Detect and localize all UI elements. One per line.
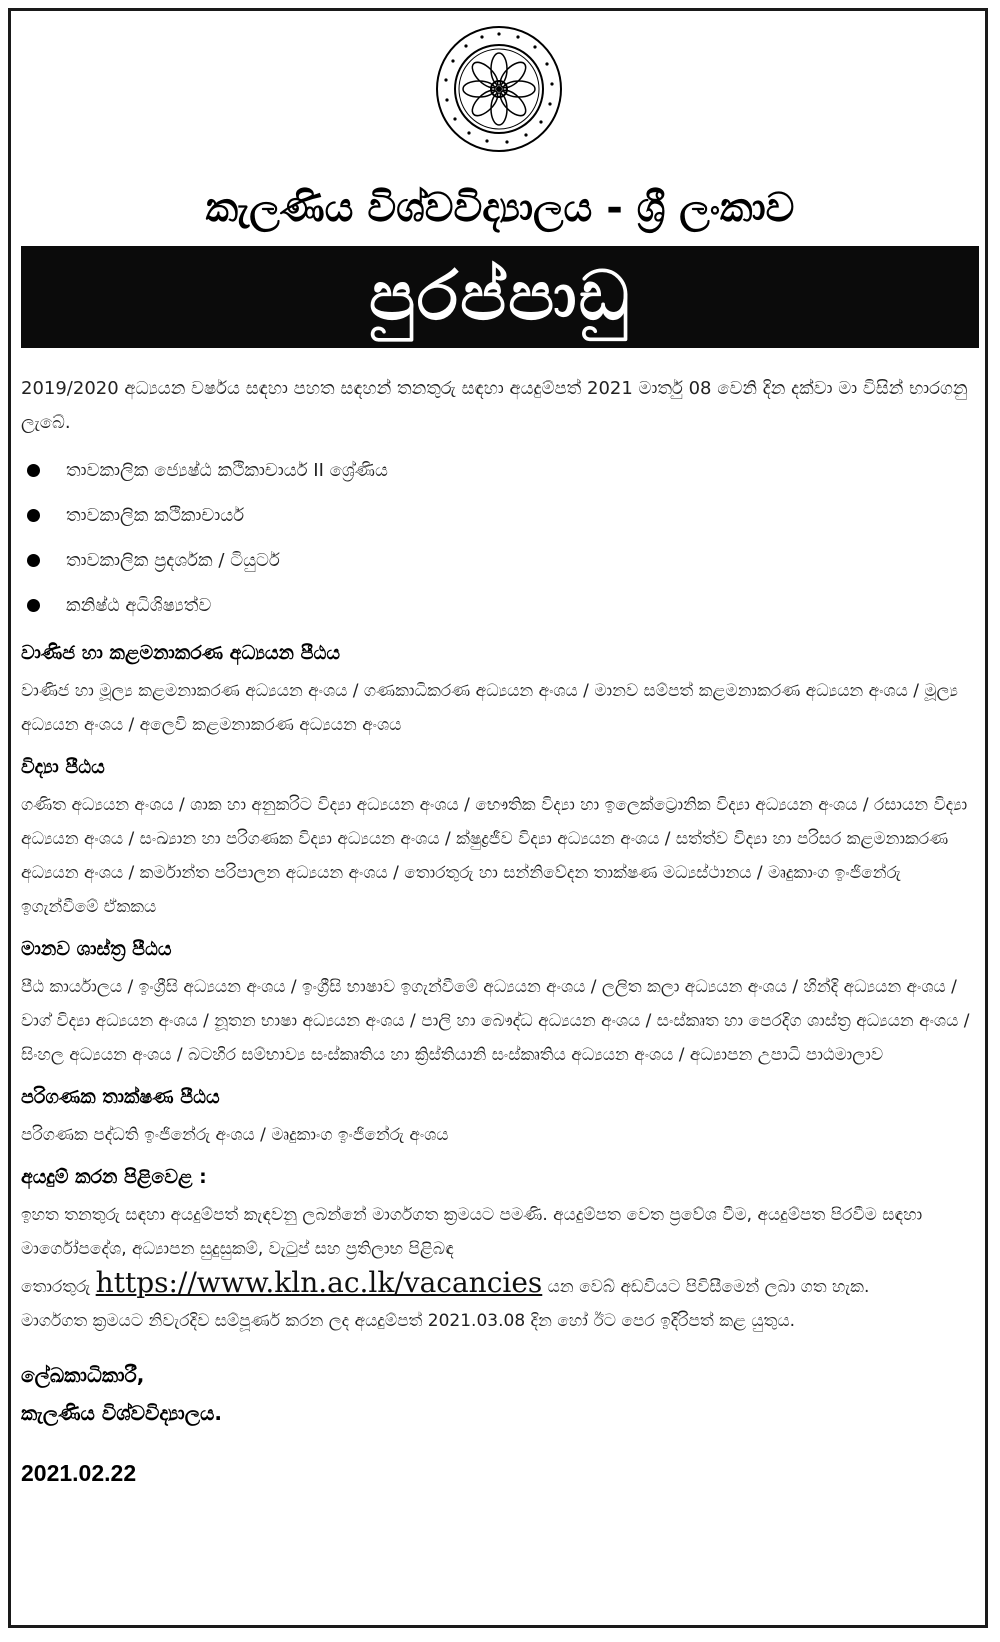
bullet-icon: [27, 599, 40, 612]
vacancies-link[interactable]: https://www.kln.ac.lk/vacancies: [95, 1266, 543, 1299]
faculty-heading-commerce: වාණිජ හා කළමනාකරණ අධ්‍යයන පීඨය: [21, 642, 340, 664]
list-item: තාවකාලික ජ්‍යෙෂ්ඨ කථිකාචාර්ය II ශ්‍රේණිය: [21, 448, 979, 493]
notice-date: 2021.02.22: [21, 1460, 137, 1486]
banner-title: පුරප්පාඩු: [369, 257, 631, 336]
signatory-organization: කැලණිය විශ්වවිද්‍යාලය.: [21, 1401, 222, 1425]
faculty-heading-humanities: මානව ශාස්ත්‍ර පීඨය: [21, 938, 172, 960]
signatory-title: ලේඛකාධිකාරී,: [21, 1363, 145, 1387]
application-paragraph-1: ඉහත තනතුරු සඳහා අයදුම්පත් කැඳවනු ලබන්නේ මාර්ගගත ක්‍රමයට පමණි. අයදුම්පත වෙත ප්‍රවේශ වීම, අයදුම්පත පිරවීම සඳහා මාර්ගෝපදේශ, අධ්‍යාපන සුදුසුකම්, වැටුප් සහ ප්‍රතිලාභ පිළිබඳ තොරතුරු https://www.kln.ac.lk/vacancies යන වෙබ් අඩවියට පිවිසීමෙන් ලබා ගත හැක.: [21, 1205, 923, 1299]
bullet-icon: [27, 509, 40, 522]
list-item: තාවකාලික කථිකාචාර්ය: [21, 493, 979, 538]
application-paragraph-2: මාර්ගගත ක්‍රමයට නිවැරදිව සම්පූර්ණ කරන ලද අයදුම්පත් 2021.03.08 දින හෝ ඊට පෙර ඉදිරිපත් කළ යුතුය.: [21, 1311, 796, 1331]
list-item: තාවකාලික ප්‍රදර්ශක / ටියුටර්: [21, 538, 979, 583]
faculty-heading-science: විද්‍යා පීඨය: [21, 756, 105, 778]
faculty-departments-computing: පරිගණක පද්ධති ඉංජිනේරු අංශය / මෘදුකාංග ඉංජිනේරු අංශය: [21, 1125, 449, 1145]
application-heading: අයදුම් කරන පිළිවෙළ :: [21, 1166, 207, 1188]
university-seal-icon: [434, 24, 564, 154]
vacancies-banner: [21, 246, 979, 348]
faculty-departments-commerce: වාණිජ හා මූල්‍ය කළමනාකරණ අධ්‍යයන අංශය / ගණකාධිකරණ අධ්‍යයන අංශය / මානව සම්පත් කළමනාකරණ අධ්‍යයන අංශය / මූල්‍ය අධ්‍යයන අංශය / අලෙවි කළමනාකරණ අධ්‍යයන අංශය: [21, 681, 958, 735]
signature-block: [21, 1356, 979, 1432]
faculty-heading-computing: පරිගණක තාක්ෂණ පීඨය: [21, 1086, 220, 1108]
notice-body: [21, 372, 979, 1487]
bullet-icon: [27, 464, 40, 477]
bullet-icon: [27, 554, 40, 567]
posts-list: [21, 448, 979, 628]
list-item: කනිෂ්ඨ අධිශිෂ්‍යත්ව: [21, 583, 979, 628]
intro-paragraph: 2019/2020 අධ්‍යයන වර්ෂය සඳහා පහත සඳහන් තනතුරු සඳහා අයදුම්පත් 2021 මාර්තු 08 වෙනි දින දක්වා මා විසින් භාරගනු ලැබේ.: [21, 378, 968, 433]
faculty-departments-science: ගණිත අධ්‍යයන අංශය / ශාක හා අනුකරිට විද්‍යා අධ්‍යයන අංශය / භෞතික විද්‍යා හා ඉලෙක්ට්‍රොනික විද්‍යා අධ්‍යයන අංශය / රසායන විද්‍යා අධ්‍යයන අංශය / සංඛ්‍යාන හා පරිගණක විද්‍යා අධ්‍යයන අංශය / ක්ෂුද්‍රජීව විද්‍යා අධ්‍යයන අංශය / සත්ත්ව විද්‍යා හා පරිසර කළමනාකරණ අධ්‍යයන අංශය / කර්මාන්ත පරිපාලන අධ්‍යයන අංශය / තොරතුරු හා සන්නිවේදන තාක්ෂණ මධ්‍යස්ථානය / මෘදුකාංග ඉංජිනේරු ඉගැන්වීමේ ඒකකය: [21, 795, 968, 917]
faculty-departments-humanities: පීඨ කාර්යාලය / ඉංග්‍රීසි අධ්‍යයන අංශය / ඉංග්‍රීසි භාෂාව ඉගැන්වීමේ අධ්‍යයන අංශය / ලලිත කලා අධ්‍යයන අංශය / හින්දි අධ්‍යයන අංශය / වාග් විද්‍යා අධ්‍යයන අංශය / නූතන භාෂා අධ්‍යයන අංශය / පාලි හා බෞද්ධ අධ්‍යයන අංශය / සංස්කෘත හා පෙරදිග ශාස්ත්‍ර අධ්‍යයන අංශය / සිංහල අධ්‍යයන අංශය / බටහිර සම්භාව්‍ය සංස්කෘතිය හා ක්‍රිස්තියානි සංස්කෘතිය අධ්‍යයන අංශය / අධ්‍යාපන උපාධි පාඨමාලාව: [21, 977, 970, 1065]
university-title: කැලණිය විශ්වවිද්‍යාලය - ශ්‍රී ලංකාව: [205, 185, 795, 231]
